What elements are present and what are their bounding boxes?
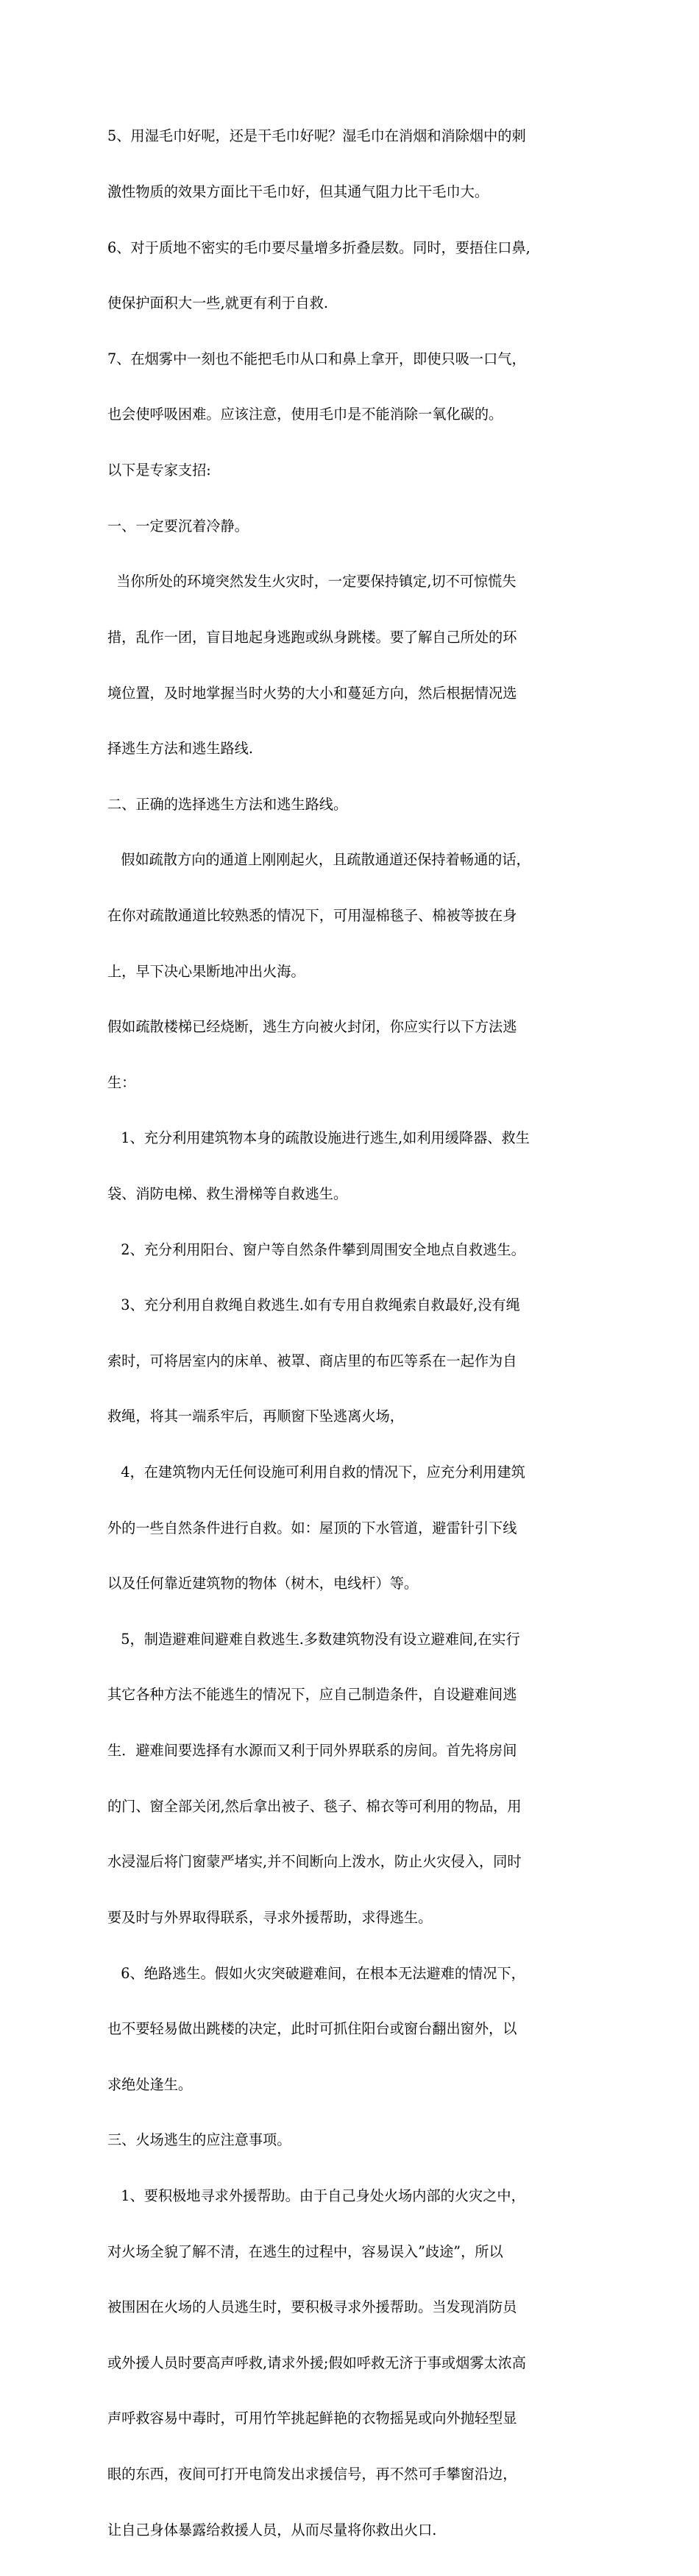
- text-line: 或外援人员时要高声呼救,请求外援;假如呼救无济于事或烟雾太浓高: [107, 2354, 526, 2371]
- text-line: 措，乱作一团，盲目地起身逃跑或纵身跳楼。要了解自己所处的环: [107, 628, 517, 646]
- text-line: 激性物质的效果方面比干毛巾好，但其通气阻力比干毛巾大。: [107, 183, 489, 201]
- text-line: 择逃生方法和逃生路线.: [107, 740, 253, 758]
- section-heading: 一、一定要沉着冷静。: [107, 517, 249, 534]
- text-line: 索时，可将居室内的床单、被罩、商店里的布匹等系在一起作为自: [107, 1352, 517, 1369]
- text-line: 使保护面积大一些,就更有利于自救.: [107, 294, 329, 312]
- text-line: 3、充分利用自救绳自救逃生.如有专用自救绳索自救最好,没有绳: [107, 1296, 520, 1314]
- text-line: 上，早下决心果断地冲出火海。: [107, 962, 305, 980]
- text-line: 以下是专家支招:: [107, 462, 211, 479]
- text-line: 1、要积极地寻求外援帮助。由于自己身处火场内部的火灾之中，: [107, 2187, 525, 2204]
- text-line: 声呼救容易中毒时，可用竹竿挑起鲜艳的衣物摇晃或向外抛轻型显: [107, 2410, 517, 2427]
- text-line: 7、在烟雾中一刻也不能把毛巾从口和鼻上拿开，即使只吸一口气，: [107, 350, 526, 367]
- text-line: 也不要轻易做出跳楼的决定，此时可抓住阳台或窗台翻出窗外，以: [107, 2020, 517, 2038]
- text-line: 其它各种方法不能逃生的情况下，应自己制造条件，自设避难间逃: [107, 1686, 517, 1704]
- text-line: 6、对于质地不密实的毛巾要尽量增多折叠层数。同时，要捂住口鼻,: [107, 239, 531, 256]
- text-line: 要及时与外界取得联系，寻求外援帮助，求得逃生。: [107, 1908, 433, 1926]
- document-page: [107, 90, 593, 2576]
- text-line: 生：: [107, 1073, 136, 1091]
- text-line: 5、用湿毛巾好呢，还是干毛巾好呢？湿毛巾在消烟和消除烟中的刺: [107, 127, 526, 145]
- text-line: 5，制造避难间避难自救逃生.多数建筑物没有设立避难间,在实行: [107, 1630, 520, 1648]
- text-line: 假如疏散楼梯已经烧断，逃生方向被火封闭，你应实行以下方法逃: [107, 1018, 517, 1036]
- text-line: 眼的东西，夜间可打开电筒发出求援信号，再不然可手攀窗沿边，: [107, 2466, 517, 2483]
- text-line: 让自己身体暴露给救援人员，从而尽量将你救出火口.: [107, 2521, 437, 2538]
- text-line: 6、绝路逃生。假如火灾突破避难间，在根本无法避难的情况下，: [107, 1964, 525, 1982]
- document-body: [107, 90, 593, 2576]
- text-line: 境位置，及时地掌握当时火势的大小和蔓延方向，然后根据情况选: [107, 684, 517, 702]
- section-heading: 二、正确的选择逃生方法和逃生路线。: [107, 795, 348, 813]
- text-line: 生．避难间要选择有水源而又利于同外界联系的房间。首先将房间: [107, 1742, 517, 1760]
- text-line: 的门、窗全部关闭,然后拿出被子、毯子、棉衣等可利用的物品，用: [107, 1797, 522, 1815]
- text-line: 当你所处的环境突然发生火灾时，一定要保持镇定,切不可惊慌失: [107, 573, 517, 590]
- text-line: 求绝处逢生。: [107, 2075, 193, 2093]
- text-line: 被围困在火场的人员逃生时，要积极寻求外援帮助。当发现消防员: [107, 2298, 517, 2316]
- text-line: 4，在建筑物内无任何设施可利用自救的情况下，应充分利用建筑: [107, 1464, 525, 1481]
- text-line: 1、充分利用建筑物本身的疏散设施进行逃生,如利用缓降器、救生: [107, 1129, 530, 1147]
- text-line: 水浸湿后将门窗蒙严堵实,并不间断向上泼水，防止火灾侵入，同时: [107, 1853, 522, 1871]
- section-heading: 三、火场逃生的应注意事项。: [107, 2131, 291, 2149]
- text-line: 在你对疏散通道比较熟悉的情况下，可用湿棉毯子、棉被等披在身: [107, 906, 517, 924]
- text-line: 对火场全貌了解不清，在逃生的过程中，容易误入”歧途”，所以: [107, 2242, 503, 2260]
- text-line: 救绳，将其一端系牢后，再顺窗下坠逃离火场，: [107, 1408, 404, 1425]
- text-line: 外的一些自然条件进行自救。如：屋顶的下水管道，避雷针引下线: [107, 1519, 517, 1536]
- text-line: 2、充分利用阳台、窗户等自然条件攀到周围安全地点自救逃生。: [107, 1241, 525, 1258]
- text-line: 袋、消防电梯、救生滑梯等自救逃生。: [107, 1185, 348, 1202]
- text-line: 也会使呼吸困难。应该注意，使用毛巾是不能消除一氧化碳的。: [107, 406, 503, 423]
- text-line: 以及任何靠近建筑物的物体（树木，电线杆）等。: [107, 1575, 419, 1592]
- text-line: 假如疏散方向的通道上刚刚起火，且疏散通道还保持着畅通的话，: [107, 851, 531, 869]
